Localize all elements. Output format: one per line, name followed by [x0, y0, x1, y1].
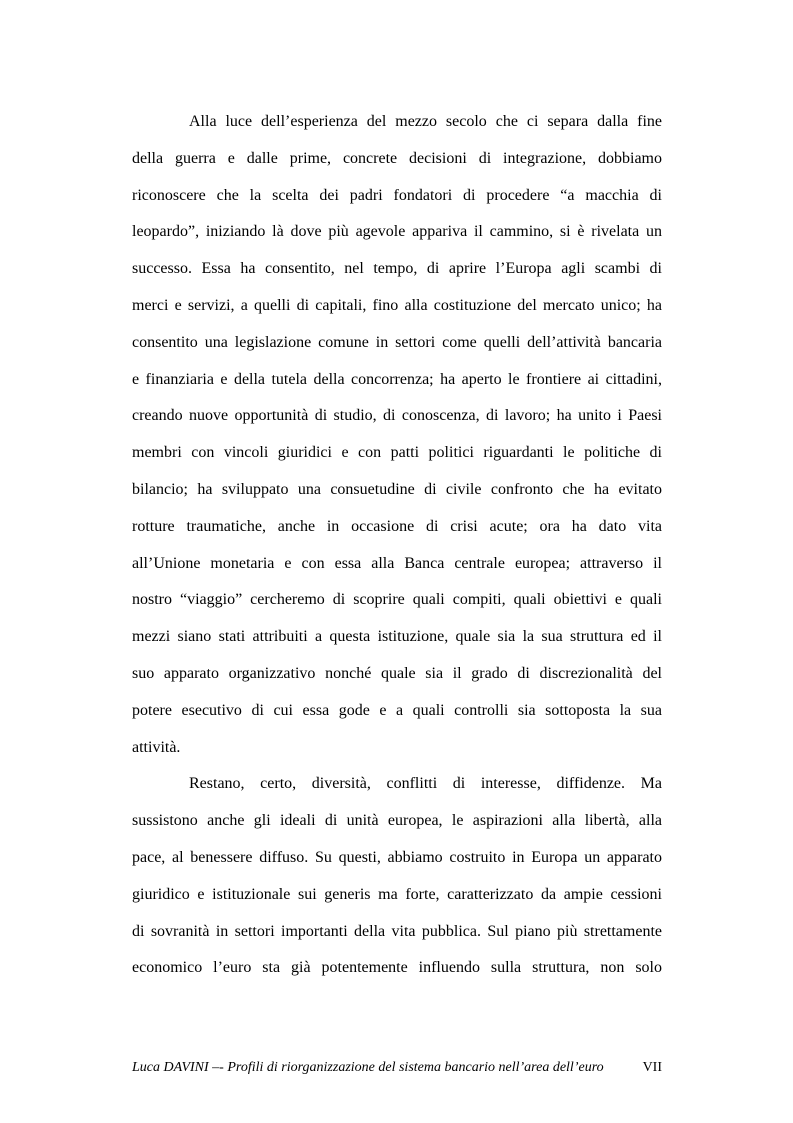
text-line: bilancio; ha sviluppato una consuetudine di civile confronto che ha evitato [132, 480, 662, 498]
document-body [132, 104, 662, 987]
text-line: membri con vincoli giuridici e con patti politici riguardanti le politiche di [132, 444, 662, 462]
text-line: giuridico e istituzionale sui generis ma forte, caratterizzato da ampie cessioni [132, 885, 662, 903]
text-line: leopardo”, iniziando là dove più agevole appariva il cammino, si è rivelata un [132, 223, 662, 241]
text-line: successo. Essa ha consentito, nel tempo, di aprire l’Europa agli scambi di [132, 260, 662, 278]
text-line: potere esecutivo di cui essa gode e a quali controlli sia sottoposta la sua [132, 701, 662, 719]
text-line: Restano, certo, diversità, conflitti di interesse, diffidenze. Ma [189, 775, 662, 793]
text-line: creando nuove opportunità di studio, di conoscenza, di lavoro; ha unito i Paesi [132, 407, 662, 425]
paragraph-1 [132, 104, 662, 766]
text-line: riconoscere che la scelta dei padri fondatori di procedere “a macchia di [132, 186, 662, 204]
text-line: sussistono anche gli ideali di unità europea, le aspirazioni alla libertà, alla [132, 812, 662, 830]
text-line: merci e servizi, a quelli di capitali, fino alla costituzione del mercato unico; ha [132, 296, 662, 314]
text-line: pace, al benessere diffuso. Su questi, abbiamo costruito in Europa un apparato [132, 848, 662, 866]
text-line: mezzi siano stati attribuiti a questa istituzione, quale sia la sua struttura ed il [132, 628, 662, 646]
text-line: di sovranità in settori importanti della vita pubblica. Sul piano più strettamente [132, 922, 662, 940]
page-number: VII [642, 1060, 662, 1075]
text-line: economico l’euro sta già potentemente influendo sulla struttura, non solo [132, 959, 662, 977]
text-line: rotture traumatiche, anche in occasione di crisi acute; ora ha dato vita [132, 517, 662, 535]
text-line: consentito una legislazione comune in settori come quelli dell’attività bancaria [132, 333, 662, 351]
text-line: attività. [132, 738, 181, 756]
text-line: Alla luce dell’esperienza del mezzo secolo che ci separa dalla fine [189, 113, 662, 130]
text-line: all’Unione monetaria e con essa alla Banca centrale europea; attraverso il [132, 554, 662, 572]
text-line: suo apparato organizzativo nonché quale sia il grado di discrezionalità del [132, 664, 662, 682]
text-line: nostro “viaggio” cercheremo di scoprire quali compiti, quali obiettivi e quali [132, 591, 662, 609]
page-footer [132, 1058, 662, 1078]
paragraph-2 [132, 766, 662, 987]
text-line: della guerra e dalle prime, concrete decisioni di integrazione, dobbiamo [132, 149, 662, 167]
text-line: e finanziaria e della tutela della concorrenza; ha aperto le frontiere ai cittadini, [132, 370, 662, 388]
footer-author-title: Luca DAVINI –- Profili di riorganizzazione del sistema bancario nell’area dell’euro [132, 1060, 604, 1075]
